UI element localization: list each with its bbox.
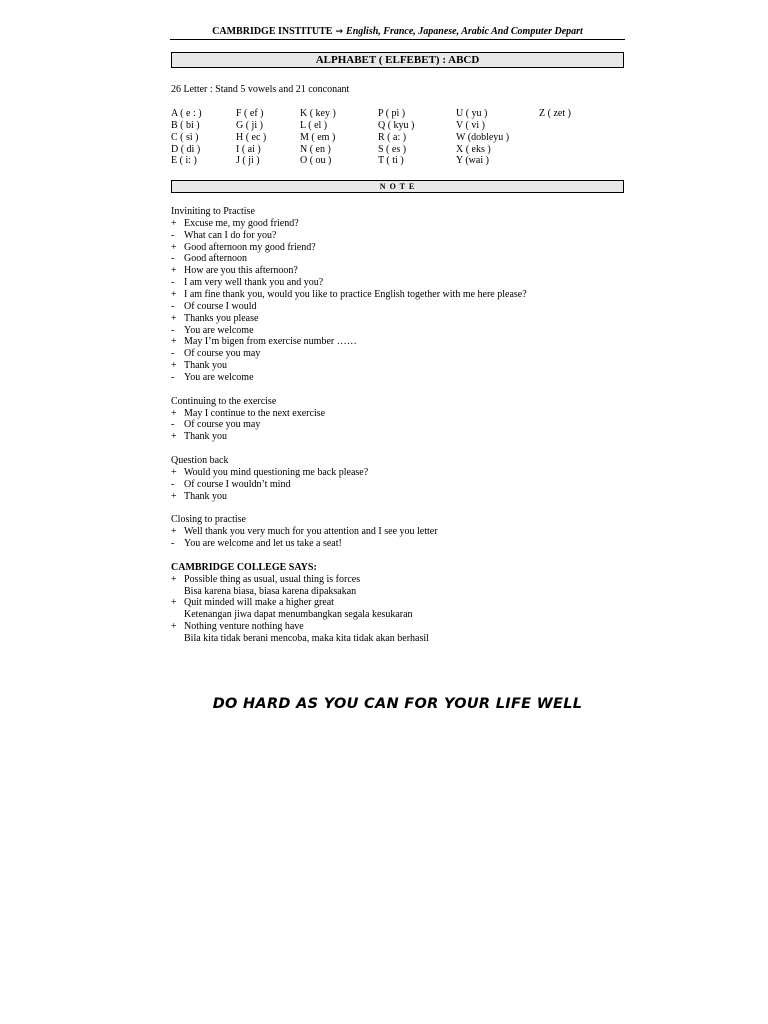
line-text: May I’m bigen from exercise number ……: [184, 336, 357, 348]
line-marker: +: [171, 431, 177, 443]
alphabet-letter: H ( ec ): [236, 131, 267, 143]
line-text: You are welcome: [184, 324, 254, 336]
line-marker: +: [171, 621, 177, 633]
line-text: Thank you: [184, 360, 228, 372]
section-heading: Inviniting to Practise: [171, 206, 255, 217]
motto: DO HARD AS YOU CAN FOR YOUR LIFE WELL: [212, 696, 583, 712]
dialog-line: [171, 289, 624, 301]
line-marker: +: [171, 466, 177, 478]
line-marker: +: [171, 407, 177, 419]
page-title: ALPHABET ( ELFEBET) : ABCD: [171, 52, 624, 68]
line-text: I am very well thank you and you?: [184, 277, 324, 289]
line-marker: +: [171, 490, 177, 502]
line-marker: +: [171, 217, 177, 229]
page-header: [170, 26, 625, 40]
dialog-line: [171, 242, 624, 254]
dialog-line: [171, 526, 624, 538]
line-text: You are welcome: [184, 372, 254, 384]
alphabet-letter: O ( ou ): [300, 155, 332, 167]
alphabet-letter: D ( di ): [171, 143, 201, 155]
dialog-line: [171, 265, 624, 277]
alphabet-letter: G ( ji ): [236, 119, 263, 131]
alphabet-letter: M ( em ): [300, 131, 336, 143]
line-text: Excuse me, my good friend?: [184, 217, 299, 229]
dialog-line: [171, 348, 624, 360]
line-text: Thank you: [184, 490, 228, 502]
alphabet-letter: Y (wai ): [456, 155, 489, 167]
alphabet-letter: Z ( zet ): [539, 108, 571, 119]
alphabet-letter: T ( ti ): [378, 155, 404, 167]
dialog-line: [171, 372, 624, 384]
section-heading: Continuing to the exercise: [171, 395, 277, 407]
dialog-line: [171, 325, 624, 337]
line-text: What can I do for you?: [184, 229, 277, 241]
alphabet-letter: E ( i: ): [171, 155, 197, 167]
alphabet-letter: U ( yu ): [456, 108, 488, 119]
dialog-section: [171, 514, 624, 550]
line-marker: +: [171, 265, 177, 277]
line-marker: -: [171, 229, 175, 241]
alphabet-letter: N ( en ): [300, 143, 331, 155]
line-marker: -: [171, 538, 175, 550]
saying-translation: Bisa karena biasa, biasa karena dipaksakan: [184, 585, 357, 597]
line-marker: -: [171, 324, 175, 336]
dialog-line: [171, 313, 624, 325]
arrow-right-icon: →: [335, 27, 344, 37]
alphabet-letter: B ( bi ): [171, 119, 200, 131]
saying-line: [171, 621, 624, 633]
section-heading: Closing to practise: [171, 514, 246, 526]
line-text: Well thank you very much for you attention and I see you letter: [184, 526, 438, 538]
saying-text: Quit minded will make a higher great: [184, 597, 334, 609]
alphabet-letter: L ( el ): [300, 119, 328, 131]
line-text: Good afternoon: [184, 253, 248, 265]
line-text: Would you mind questioning me back please?: [184, 466, 369, 478]
dialog-line: [171, 491, 624, 503]
alphabet-letter: V ( vi ): [456, 119, 485, 131]
institute-name: CAMBRIDGE INSTITUTE: [212, 26, 333, 37]
line-marker: -: [171, 277, 175, 289]
sayings-heading: CAMBRIDGE COLLEGE SAYS:: [171, 561, 317, 573]
section-heading: Question back: [171, 455, 229, 467]
line-text: Of course I wouldn’t mind: [184, 478, 291, 490]
dialog-line: [171, 253, 624, 265]
dialog-line: [171, 479, 624, 491]
dialog-line: [171, 230, 624, 242]
dialog-section: [171, 206, 624, 384]
alphabet-column: [539, 108, 571, 120]
line-marker: -: [171, 348, 175, 360]
dialog-content: [171, 206, 624, 657]
dialog-line: [171, 360, 624, 372]
alphabet-letter: P ( pi ): [378, 108, 406, 119]
dialog-line: [171, 538, 624, 550]
line-marker: -: [171, 372, 175, 384]
saying-item: [171, 621, 624, 645]
saying-item: [171, 574, 624, 598]
line-text: I am fine thank you, would you like to practice English together with me here please?: [184, 289, 527, 301]
line-marker: +: [171, 573, 177, 585]
line-marker: +: [171, 241, 177, 253]
alphabet-letter: K ( key ): [300, 108, 336, 119]
note-heading: N O T E: [171, 180, 624, 193]
alphabet-letter: A ( e : ): [171, 108, 202, 119]
dialog-line: [171, 218, 624, 230]
line-text: Of course I would: [184, 300, 257, 312]
alphabet-column: [300, 108, 336, 167]
alphabet-letter: X ( eks ): [456, 143, 491, 155]
line-marker: +: [171, 289, 177, 301]
line-text: May I continue to the next exercise: [184, 407, 326, 419]
sayings-section: [171, 562, 624, 645]
alphabet-column: [236, 108, 266, 167]
line-marker: -: [171, 300, 175, 312]
alphabet-intro: 26 Letter : Stand 5 vowels and 21 conconant: [171, 84, 350, 95]
line-marker: -: [171, 419, 175, 431]
saying-text: Possible thing as usual, usual thing is forces: [184, 573, 361, 585]
departments-list: English, France, Japanese, Arabic And Computer Depart: [346, 26, 583, 37]
line-marker: +: [171, 597, 177, 609]
alphabet-column: [456, 108, 509, 167]
line-text: Good afternoon my good friend?: [184, 241, 316, 253]
dialog-section: [171, 455, 624, 502]
line-text: You are welcome and let us take a seat!: [184, 538, 342, 550]
dialog-line: [171, 408, 624, 420]
line-text: Thanks you please: [184, 312, 259, 324]
alphabet-letter: W (dobleyu ): [456, 131, 510, 143]
alphabet-letter: F ( ef ): [236, 108, 264, 119]
line-marker: +: [171, 312, 177, 324]
alphabet-column: [171, 108, 202, 167]
dialog-line: [171, 301, 624, 313]
saying-line: [171, 574, 624, 586]
line-marker: +: [171, 336, 177, 348]
saying-item: [171, 597, 624, 621]
dialog-section: [171, 396, 624, 443]
dialog-line: [171, 336, 624, 348]
line-marker: -: [171, 478, 175, 490]
line-text: Thank you: [184, 431, 228, 443]
saying-translation: Bila kita tidak berani mencoba, maka kita tidak akan berhasil: [184, 632, 429, 644]
sayings-list: [171, 574, 624, 645]
alphabet-letter: I ( ai ): [236, 143, 261, 155]
line-text: Of course you may: [184, 348, 261, 360]
line-marker: +: [171, 526, 177, 538]
dialog-line: [171, 467, 624, 479]
line-marker: +: [171, 360, 177, 372]
dialog-line: [171, 277, 624, 289]
dialog-line: [171, 431, 624, 443]
dialog-sections: [171, 206, 624, 550]
alphabet-letter: S ( es ): [378, 143, 407, 155]
alphabet-letter: C ( si ): [171, 131, 199, 143]
saying-line: [171, 597, 624, 609]
dialog-line: [171, 419, 624, 431]
line-text: How are you this afternoon?: [184, 265, 298, 277]
alphabet-column: [378, 108, 414, 167]
alphabet-letter: J ( ji ): [236, 155, 260, 167]
line-marker: -: [171, 253, 175, 265]
alphabet-table: [171, 108, 624, 168]
alphabet-letter: R ( a: ): [378, 131, 407, 143]
saying-text: Nothing venture nothing have: [184, 621, 304, 633]
line-text: Of course you may: [184, 419, 261, 431]
alphabet-letter: Q ( kyu ): [378, 119, 415, 131]
saying-translation: Ketenangan jiwa dapat menumbangkan segala kesukaran: [184, 609, 413, 621]
